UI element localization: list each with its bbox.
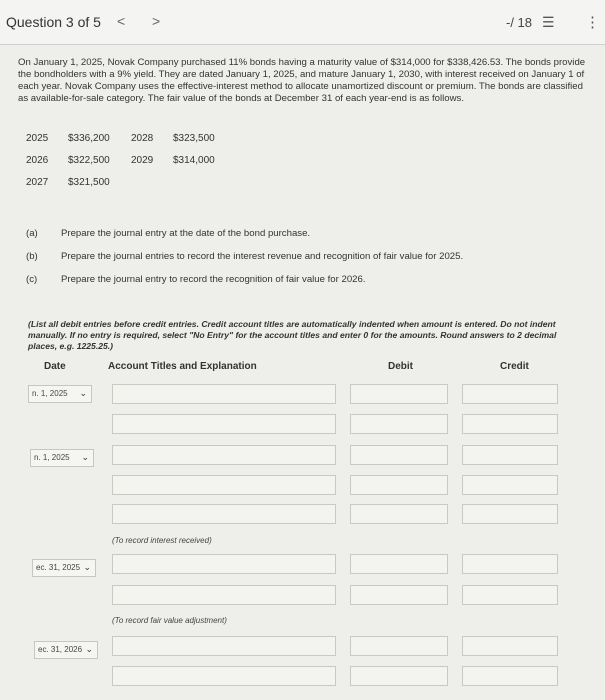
chevron-down-icon: ⌄ — [81, 452, 89, 462]
date-value: ec. 31, 2026 — [38, 645, 83, 654]
top-bar — [0, 0, 605, 45]
debit-input[interactable] — [350, 666, 448, 686]
fv-year: 2027 — [26, 177, 49, 188]
credit-input[interactable] — [462, 504, 558, 524]
fv-value: $323,500 — [173, 133, 215, 144]
fv-year: 2026 — [26, 155, 49, 166]
account-title-input[interactable] — [112, 666, 336, 686]
date-select[interactable] — [28, 385, 92, 403]
more-options-icon[interactable]: ⋮ — [585, 14, 600, 31]
date-select[interactable] — [32, 559, 96, 577]
account-title-input[interactable] — [112, 636, 336, 656]
part-text: Prepare the journal entry at the date of the bond purchase. — [61, 228, 311, 239]
date-column-header: Date — [44, 361, 66, 372]
account-title-input[interactable] — [112, 585, 336, 605]
entry-explanation: (To record fair value adjustment) — [112, 616, 227, 625]
credit-input[interactable] — [462, 445, 558, 465]
account-column-header: Account Titles and Explanation — [108, 361, 257, 372]
credit-input[interactable] — [462, 666, 558, 686]
account-title-input[interactable] — [112, 475, 336, 495]
part-label: (a) — [26, 228, 38, 239]
credit-input[interactable] — [462, 636, 558, 656]
question-title: Question 3 of 5 — [6, 14, 101, 30]
debit-input[interactable] — [350, 475, 448, 495]
debit-input[interactable] — [350, 445, 448, 465]
fv-year: 2028 — [131, 133, 154, 144]
chevron-down-icon: ⌄ — [79, 388, 87, 398]
account-title-input[interactable] — [112, 414, 336, 434]
fv-year: 2029 — [131, 155, 154, 166]
debit-input[interactable] — [350, 504, 448, 524]
chevron-right-icon[interactable]: > — [152, 13, 161, 29]
score-indicator: -/ 18 — [506, 15, 533, 30]
instructions: (List all debit entries before credit entries. Credit account titles are automatically indented when amount is entered. Do not indent manually. If no entry is required, select "No Entry" for the account titles and enter 0 for the amounts. Round answers to 2 decimal places, e.g. 1225.25.) — [28, 319, 557, 351]
debit-input[interactable] — [350, 384, 448, 404]
debit-column-header: Debit — [388, 361, 413, 372]
fv-value: $322,500 — [68, 155, 110, 166]
credit-input[interactable] — [462, 585, 558, 605]
date-value: n. 1, 2025 — [34, 453, 70, 462]
date-value: ec. 31, 2025 — [36, 563, 81, 572]
question-content — [0, 45, 605, 700]
date-value: n. 1, 2025 — [32, 389, 68, 398]
credit-input[interactable] — [462, 414, 558, 434]
account-title-input[interactable] — [112, 445, 336, 465]
credit-column-header: Credit — [500, 361, 529, 372]
chevron-left-icon[interactable]: < — [117, 13, 126, 29]
date-select[interactable] — [30, 449, 94, 467]
entry-explanation: (To record interest received) — [112, 536, 212, 545]
credit-input[interactable] — [462, 554, 558, 574]
credit-input[interactable] — [462, 384, 558, 404]
fv-value: $336,200 — [68, 133, 110, 144]
chevron-down-icon: ⌄ — [83, 562, 91, 572]
part-label: (b) — [26, 251, 38, 262]
fv-value: $321,500 — [68, 177, 110, 188]
debit-input[interactable] — [350, 414, 448, 434]
chevron-down-icon: ⌄ — [85, 644, 93, 654]
account-title-input[interactable] — [112, 384, 336, 404]
date-select[interactable] — [34, 641, 98, 659]
list-icon[interactable]: ☰ — [542, 14, 555, 30]
part-text: Prepare the journal entries to record the interest revenue and recognition of fair value for 2025. — [61, 251, 464, 262]
debit-input[interactable] — [350, 554, 448, 574]
credit-input[interactable] — [462, 475, 558, 495]
debit-input[interactable] — [350, 585, 448, 605]
problem-statement: On January 1, 2025, Novak Company purchased 11% bonds having a maturity value of $314,000 for $338,426.53. The bonds provide the bondholders with a 9% yield. They are dated January 1, 2025, and mature January 1, 2030, with interest received on January 1 of each year. Novak Company uses the effective-interest method to allocate unamortized discount or premium. The bonds are classified as available-for-sale category. The fair value of the bonds at December 31 of each year-end is as follows. — [18, 57, 586, 104]
part-label: (c) — [26, 274, 38, 285]
debit-input[interactable] — [350, 636, 448, 656]
part-text: Prepare the journal entry to record the recognition of fair value for 2026. — [61, 274, 366, 285]
fv-year: 2025 — [26, 133, 49, 144]
fv-value: $314,000 — [173, 155, 215, 166]
account-title-input[interactable] — [112, 504, 336, 524]
account-title-input[interactable] — [112, 554, 336, 574]
